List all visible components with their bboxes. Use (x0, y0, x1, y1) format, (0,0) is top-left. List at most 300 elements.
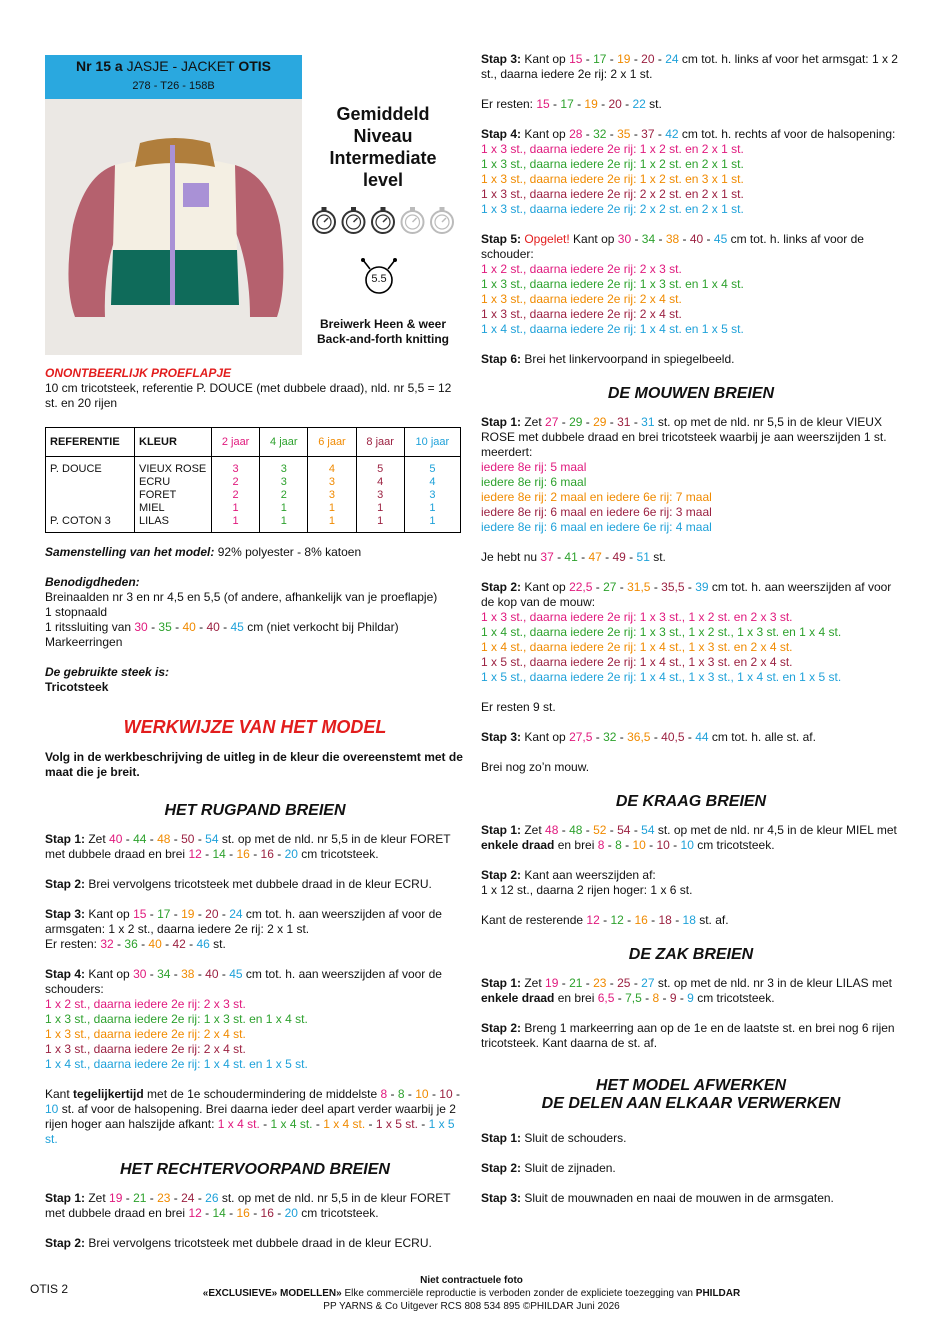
supplies-darning: 1 stopnaald (45, 605, 108, 619)
separator: - (684, 730, 696, 744)
page-number: OTIS 2 (30, 1282, 69, 1296)
method-title: WERKWIJZE VAN HET MODEL (123, 717, 387, 737)
separator: - (558, 976, 570, 990)
separator: - (582, 976, 594, 990)
separator: - (582, 127, 594, 141)
sleeves-title: DE MOUWEN BREIEN (607, 385, 775, 402)
footer (0, 1274, 943, 1313)
size-line: 1 x 3 st., daarna iedere 2e rij: 1 x 2 st. en 2 x 1 st. (481, 142, 744, 156)
text: st. af voor de halsopening. Brei daarna ieder deel apart verder waarbij je 2 rijen hoger aan halszijde afkant: (45, 1102, 456, 1131)
size-value: 48 (545, 823, 559, 837)
text: Kant de resterende (481, 913, 587, 927)
col-size-2: 2 jaar (212, 428, 260, 457)
separator: - (582, 52, 594, 66)
table-row (46, 457, 461, 477)
separator: - (549, 97, 561, 111)
text: Kant aan weerszijden af: (521, 868, 656, 882)
text: cm tot. h. aan weerszijden af voor de kop van de mouw: (481, 580, 892, 609)
right-front-step-6 (481, 352, 901, 367)
cell-value: 3 (404, 489, 460, 502)
size-value: 12 (610, 913, 624, 927)
size-value: 29 (569, 415, 583, 429)
size-value: 16 (260, 1206, 274, 1220)
level-line-2: Niveau (353, 126, 413, 146)
size-value: 47 (588, 550, 602, 564)
text: Er resten: (45, 937, 101, 951)
cell-color: LILAS (135, 515, 212, 533)
text: «EXCLUSIEVE» MODELLEN» (202, 1288, 342, 1299)
separator: - (703, 232, 714, 246)
knit-type-en: Back-and-forth knitting (317, 332, 449, 346)
size-values (545, 415, 654, 429)
separator: - (623, 913, 635, 927)
stopwatch-empty-icon (402, 207, 424, 233)
text: en brei (554, 991, 598, 1005)
separator: - (219, 620, 231, 634)
size-value: 23 (593, 976, 607, 990)
finish-step-2 (481, 1161, 901, 1176)
separator: - (146, 967, 158, 981)
stopwatch-empty-icon (431, 207, 453, 233)
stopwatch-filled-icon (313, 207, 335, 233)
size-value: 12 (188, 847, 202, 861)
separator: - (218, 907, 230, 921)
cell-value: 1 (212, 515, 260, 533)
text: st. op met de nld. nr 5,5 in de kleur FORET met dubbele draad en brei (45, 832, 451, 861)
sleeves-stitch-count (481, 550, 901, 565)
size-values (545, 976, 654, 990)
separator: - (553, 550, 565, 564)
text: Zet (85, 1191, 110, 1205)
size-value: 36 (124, 937, 138, 951)
separator: - (194, 832, 206, 846)
size-values (133, 967, 242, 981)
size-value: 52 (593, 823, 607, 837)
size-value: 40 (182, 620, 196, 634)
cell-value: 1 (308, 502, 356, 515)
supplies-zip (45, 620, 465, 635)
size-values (569, 730, 708, 744)
separator: - (194, 1191, 206, 1205)
cell-value: 4 (404, 476, 460, 489)
size-value: 45 (229, 967, 243, 981)
text: Sluit de schouders. (521, 1131, 627, 1145)
step-label: Stap 2: (481, 1161, 522, 1175)
size-value: 16 (634, 913, 648, 927)
cell-value: 1 (356, 502, 404, 515)
size-value: 35 (158, 620, 172, 634)
size-line: 1 x 2 st., daarna iedere 2e rij: 2 x 3 st. (45, 997, 246, 1011)
back-step-5 (45, 1087, 465, 1147)
size-value: 44 (695, 730, 709, 744)
size-value: 10 (439, 1087, 453, 1101)
size-value: 35 (617, 127, 631, 141)
right-front-title: HET RECHTERVOORPAND BREIEN (120, 1161, 390, 1178)
cell-color: ECRU (135, 476, 212, 489)
back-shoulder-lines (45, 997, 465, 1072)
text: st. op met de nld. nr 4,5 in de kleur MIEL met (654, 823, 897, 837)
size-value: 42 (172, 937, 186, 951)
level-line-4: level (362, 170, 404, 190)
pocket-step-2 (481, 1021, 901, 1051)
text: Sluit de mouwnaden en naai de mouwen in de armsgaten. (521, 1191, 834, 1205)
separator: - (599, 913, 611, 927)
sleeves-step-2 (481, 580, 901, 610)
step-label: Stap 4: (45, 967, 86, 981)
size-line: 1 x 5 st., daarna iedere 2e rij: 1 x 4 st., 1 x 3 st. en 2 x 4 st. (481, 655, 793, 669)
text: Kant op (521, 52, 570, 66)
size-value: 40 (689, 232, 704, 246)
size-value: 10 (632, 838, 646, 852)
cell-color: MIEL (135, 502, 212, 515)
size-values (109, 1191, 218, 1205)
separator: - (194, 907, 206, 921)
separator: - (655, 232, 666, 246)
size-line: 1 x 3 st., daarna iedere 2e rij: 2 x 4 st. (45, 1042, 246, 1056)
size-value: 15 (133, 907, 147, 921)
size-value: 36,5 (627, 730, 651, 744)
size-values (598, 838, 694, 852)
separator: - (452, 1087, 460, 1101)
separator: - (146, 907, 158, 921)
size-values (536, 97, 645, 111)
model-number: Nr 15 a (75, 58, 123, 74)
supplies-markers: Markeerringen (45, 635, 123, 649)
col-kleur: KLEUR (135, 428, 212, 457)
size-value: 14 (212, 847, 226, 861)
size-value: 9 (687, 991, 694, 1005)
text: st. (645, 97, 662, 111)
col-size-6: 6 jaar (308, 428, 356, 457)
text: Je hebt nu (481, 550, 541, 564)
step-label: Stap 2: (45, 1236, 86, 1250)
cell-value: 1 (212, 502, 260, 515)
separator: - (647, 913, 659, 927)
size-value: 26 (205, 1191, 219, 1205)
text: 1 ritssluiting van (45, 620, 135, 634)
size-values (109, 832, 218, 846)
size-line: 1 x 2 st., daarna iedere 2e rij: 2 x 3 st. (481, 262, 682, 276)
text: en brei (554, 838, 598, 852)
cell-value: 3 (308, 476, 356, 489)
table-row (46, 489, 461, 502)
jacket-illustration (45, 55, 302, 355)
text: Er resten: (481, 97, 537, 111)
pocket-title: DE ZAK BREIEN (628, 946, 754, 963)
size-line: 1 x 3 st., daarna iedere 2e rij: 1 x 2 st. en 3 x 1 st. (481, 172, 744, 186)
size-value: 7,5 (625, 991, 642, 1005)
footer-copyright (0, 1287, 943, 1300)
text: cm tricotsteek. (297, 847, 379, 861)
finish-subtitle: DE DELEN AAN ELKAAR VERWERKEN (541, 1095, 841, 1112)
level-line-3: Intermediate (329, 148, 437, 168)
text: st. op met de nld. nr 5,5 in de kleur VIEUX ROSE met dubbele draad en brei tricotsteek waarbij je aan weerszijden 1 st. meerdert: (481, 415, 887, 459)
separator: - (679, 232, 690, 246)
footer-publisher: PP YARNS & Co Uitgever RCS 808 534 895 ©PHILDAR Juni 2026 (323, 1301, 620, 1312)
size-value: 1 x 5 st. (375, 1117, 418, 1131)
size-value: 24 (229, 907, 243, 921)
size-value: 54 (205, 832, 219, 846)
back-step-1 (45, 832, 465, 862)
gauge-text: 10 cm tricotsteek, referentie P. DOUCE (met dubbele draad), nld. nr 5,5 = 12 st. en 20 rijen (45, 381, 452, 410)
step-label: Stap 1: (45, 1191, 86, 1205)
separator: - (558, 823, 570, 837)
size-value: 10 (45, 1102, 59, 1116)
step-label: Stap 1: (481, 823, 522, 837)
separator: - (631, 232, 642, 246)
size-values (618, 232, 727, 246)
size-value: 51 (636, 550, 650, 564)
col-size-10: 10 jaar (404, 428, 460, 457)
size-line: 1 x 4 st., daarna iedere 2e rij: 1 x 4 st., 1 x 3 st. en 2 x 4 st. (481, 640, 793, 654)
separator: - (616, 730, 628, 744)
text: cm tot. h. aan weerszijden af voor de armsgaten: 1 x 2 st., daarna iedere 2e rij: 2 x 1 st. (45, 907, 442, 936)
separator: - (218, 967, 230, 981)
size-value: 22,5 (569, 580, 593, 594)
separator: - (592, 580, 604, 594)
separator: - (417, 1117, 429, 1131)
col-size-8: 8 jaar (356, 428, 404, 457)
size-value: 16 (260, 847, 274, 861)
size-line: 1 x 3 st., daarna iedere 2e rij: 2 x 2 st. en 2 x 1 st. (481, 202, 744, 216)
stopwatch-filled-icon (372, 207, 394, 233)
sleeves-increase-lines (481, 460, 901, 535)
step-label: Stap 2: (481, 580, 522, 594)
table-row (46, 515, 461, 533)
step-label: Stap 3: (45, 907, 86, 921)
separator: - (650, 580, 662, 594)
cell-value: 1 (260, 502, 308, 515)
size-value: 40 (148, 937, 162, 951)
size-value: 37 (540, 550, 554, 564)
knit-type-nl: Breiwerk Heen & weer (319, 317, 447, 331)
text: cm tot. h. rechts af voor de halsopening: (678, 127, 896, 141)
step-label: Stap 1: (481, 415, 522, 429)
separator: - (606, 976, 618, 990)
back-title: HET RUGPAND BREIEN (164, 802, 346, 819)
text: st. op met de nld. nr 3 in de kleur LILAS met (654, 976, 892, 990)
separator: - (170, 967, 182, 981)
cell-ref: P. DOUCE (46, 457, 135, 477)
text: st. af. (695, 913, 729, 927)
size-value: 54 (641, 823, 655, 837)
size-value: 20 (608, 97, 622, 111)
separator: - (404, 1087, 416, 1101)
cell-value: 3 (212, 457, 260, 477)
text: st. op met de nld. nr 5,5 in de kleur FORET met dubbele draad en brei (45, 1191, 451, 1220)
size-line: 1 x 4 st., daarna iedere 2e rij: 1 x 3 st., 1 x 2 st., 1 x 3 st. en 1 x 4 st. (481, 625, 842, 639)
separator: - (625, 550, 637, 564)
size-value: 23 (157, 1191, 171, 1205)
separator: - (122, 1191, 134, 1205)
size-value: 40 (206, 620, 220, 634)
cell-ref (46, 476, 135, 489)
size-value: 8 (615, 838, 622, 852)
size-value: 20 (284, 847, 298, 861)
step-label: Stap 3: (481, 1191, 522, 1205)
title-band (45, 55, 302, 99)
size-line: 1 x 3 st., daarna iedere 2e rij: 2 x 4 st. (481, 307, 682, 321)
cell-value: 1 (404, 515, 460, 533)
separator: - (606, 823, 618, 837)
cell-ref (46, 502, 135, 515)
step-label: Stap 2: (45, 877, 86, 891)
step-label: Stap 1: (481, 1131, 522, 1145)
size-value: 6,5 (597, 991, 615, 1005)
separator: - (259, 1117, 271, 1131)
finish-title: HET MODEL AFWERKEN (595, 1077, 787, 1094)
size-value: 38 (181, 967, 195, 981)
size-value: 15 (569, 52, 583, 66)
size-value: 40 (109, 832, 123, 846)
size-line: iedere 8e rij: 6 maal (481, 475, 587, 489)
size-line: 1 x 5 st., daarna iedere 2e rij: 1 x 4 st., 1 x 3 st., 1 x 4 st. en 1 x 5 st. (481, 670, 842, 684)
supplies-title: Benodigdheden: (45, 575, 140, 589)
right-front-step-4 (481, 127, 901, 142)
size-value: 50 (181, 832, 195, 846)
separator: - (577, 550, 589, 564)
separator: - (669, 838, 681, 852)
text: PHILDAR (695, 1288, 741, 1299)
knit-type (308, 317, 458, 347)
size-values (569, 127, 678, 141)
yarn-table-header (46, 428, 461, 457)
cell-value: 2 (212, 489, 260, 502)
yarn-table (45, 427, 461, 533)
cell-value: 2 (260, 489, 308, 502)
size-value: 30 (617, 232, 632, 246)
size-value: 24 (665, 52, 679, 66)
step-label: Stap 4: (481, 127, 522, 141)
size-values (586, 913, 695, 927)
separator: - (170, 832, 182, 846)
size-values (540, 550, 649, 564)
separator: - (147, 620, 159, 634)
size-value: 8 (597, 838, 605, 852)
separator: - (614, 991, 626, 1005)
size-value: 10 (415, 1087, 429, 1101)
table-row (46, 502, 461, 515)
size-value: 34 (641, 232, 656, 246)
sleeves-step-3 (481, 730, 901, 745)
text: Elke commerciële reproductie is verboden zonder de expliciete toezegging van (341, 1288, 696, 1299)
cell-color: VIEUX ROSE (135, 457, 212, 477)
back-step-2 (45, 877, 465, 892)
cell-value: 1 (308, 515, 356, 533)
collar-title: DE KRAAG BREIEN (615, 793, 767, 810)
right-front-neck-lines (481, 142, 901, 217)
size-value: 21 (133, 1191, 147, 1205)
size-value: 41 (564, 550, 578, 564)
separator: - (616, 580, 628, 594)
size-line: 1 x 3 st., daarna iedere 2e rij: 1 x 3 st. en 1 x 4 st. (45, 1012, 308, 1026)
text: tegelijkertijd (73, 1087, 144, 1101)
composition-label: Samenstelling van het model: (45, 545, 215, 559)
text: Sluit de zijnaden. (521, 1161, 616, 1175)
size-line: iedere 8e rij: 6 maal en iedere 6e rij: 4 maal (481, 520, 712, 534)
col-size-4: 4 jaar (260, 428, 308, 457)
separator: - (582, 823, 594, 837)
size-value: 35,5 (661, 580, 685, 594)
step-label: Stap 3: (481, 730, 522, 744)
size-value: 32 (100, 937, 114, 951)
size-value: 19 (584, 97, 598, 111)
separator: - (225, 847, 237, 861)
separator: - (641, 991, 653, 1005)
size-value: 20 (284, 1206, 298, 1220)
size-value: 9 (669, 991, 677, 1005)
size-line: iedere 8e rij: 6 maal en iedere 6e rij: 3 maal (481, 505, 712, 519)
text: Brei vervolgens tricotsteek met dubbele draad in de kleur ECRU. (85, 877, 432, 891)
text: enkele draad (481, 838, 555, 852)
separator: - (573, 97, 585, 111)
size-value: 30 (134, 620, 148, 634)
separator: - (161, 937, 173, 951)
size-value: 40,5 (661, 730, 685, 744)
separator: - (606, 415, 618, 429)
separator: - (273, 847, 285, 861)
separator: - (606, 52, 618, 66)
text: Zet (521, 823, 546, 837)
step-label: Stap 1: (45, 832, 86, 846)
text: Zet (521, 976, 546, 990)
size-values (133, 907, 242, 921)
size-line: 1 x 3 st., daarna iedere 2e rij: 1 x 3 st. en 1 x 4 st. (481, 277, 744, 291)
cell-value: 5 (404, 457, 460, 477)
separator: - (621, 838, 633, 852)
size-value: 19 (109, 1191, 123, 1205)
text: Breng 1 markeerring aan op de 1e en de laatste st. en brei nog 6 rijen tricotsteek. Kant daarna de st. af. (481, 1021, 895, 1050)
step-label: Stap 2: (481, 1021, 522, 1035)
size-line: 1 x 3 st., daarna iedere 2e rij: 2 x 4 st. (481, 292, 682, 306)
size-value: 54 (617, 823, 631, 837)
text: Zet (521, 415, 546, 429)
size-value: 37 (641, 127, 655, 141)
separator: - (630, 127, 642, 141)
cell-value: 2 (212, 476, 260, 489)
text: met de 1e schoudermindering de middelste (143, 1087, 381, 1101)
size-value: 21 (569, 976, 583, 990)
size-value: 16 (236, 847, 250, 861)
cell-ref (46, 489, 135, 502)
size-value: 8 (397, 1087, 405, 1101)
separator: - (273, 1206, 285, 1220)
size-value: 45 (713, 232, 728, 246)
size-line: 1 x 3 st., daarna iedere 2e rij: 1 x 3 st., 1 x 2 st. en 2 x 3 st. (481, 610, 793, 624)
left-column (45, 366, 465, 1251)
model-name: JASJE - JACKET (126, 58, 235, 74)
table-row (46, 476, 461, 489)
cell-value: 3 (260, 476, 308, 489)
separator: - (122, 832, 134, 846)
sleeves-repeat: Brei nog zo’n mouw. (481, 760, 590, 774)
composition (45, 545, 465, 560)
cell-value: 1 (404, 502, 460, 515)
size-line: iedere 8e rij: 5 maal (481, 460, 587, 474)
size-value: 20 (205, 907, 219, 921)
size-values (569, 580, 708, 594)
text: Zet (85, 832, 110, 846)
size-value: 12 (188, 1206, 202, 1220)
size-value: 44 (133, 832, 147, 846)
finish-step-1 (481, 1131, 901, 1146)
text: cm tot. h. alle st. af. (708, 730, 816, 744)
separator: - (201, 847, 213, 861)
separator: - (195, 620, 207, 634)
size-value: 17 (560, 97, 574, 111)
separator: - (650, 730, 662, 744)
separator: - (137, 937, 149, 951)
